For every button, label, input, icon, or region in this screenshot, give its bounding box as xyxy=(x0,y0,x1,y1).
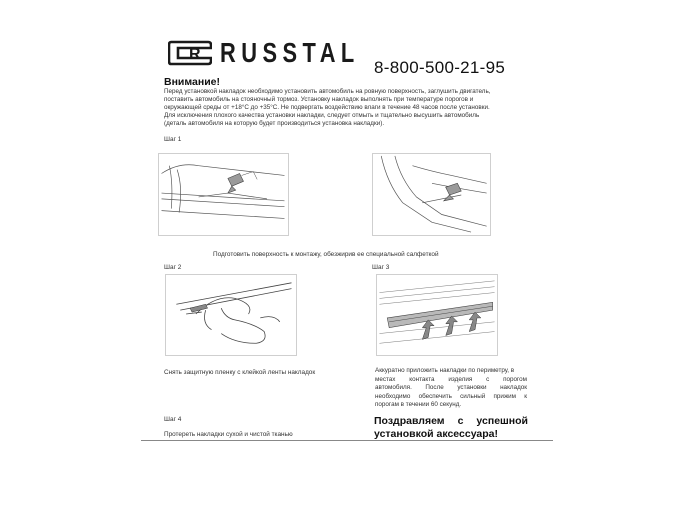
step3-label: Шаг 3 xyxy=(372,264,390,271)
step3-line: Аккуратно приложить накладки по периметру, в xyxy=(375,367,515,374)
peel-film-illustration xyxy=(166,275,296,355)
congrats-line-1: Поздравляем с успешной xyxy=(374,415,528,427)
door-sill-left-illustration xyxy=(159,154,288,235)
congrats-line-2: установкой аксессуара! xyxy=(374,428,498,440)
step4-caption: Протереть накладки сухой и чистой тканью xyxy=(164,431,293,438)
warning-line: Для исключения плохого качества установки накладки, следует отмыть и тщательно высушить автомобиль xyxy=(164,112,480,120)
congratulations-message xyxy=(374,415,528,441)
warning-text xyxy=(164,88,544,128)
warning-line: Перед установкой накладок необходимо установить автомобиль на ровную поверхность, заглушить двигатель, xyxy=(164,88,491,95)
step1-image-right xyxy=(372,153,491,236)
bottom-divider xyxy=(141,440,553,441)
step3-line: автомобиля. После установки накладок xyxy=(375,384,527,391)
step3-instructions xyxy=(375,367,527,410)
apply-sill-illustration xyxy=(377,275,497,355)
step3-line: местах контакта изделия с порогом xyxy=(375,375,527,383)
step4-label: Шаг 4 xyxy=(164,416,182,423)
step1-image-left xyxy=(158,153,289,236)
step3-image xyxy=(376,274,498,356)
phone-number: 8-800-500-21-95 xyxy=(374,58,506,77)
step2-label: Шаг 2 xyxy=(164,264,182,271)
step1-label: Шаг 1 xyxy=(164,136,182,143)
step3-line: необходимо обеспечить сильный прижим к xyxy=(375,392,527,400)
step2-image xyxy=(165,274,297,356)
warning-title: Внимание! xyxy=(164,76,220,88)
warning-line: окружающей среды от +18°С до +35°С. Не подвергать воздействию влаги в течение 48 часов после установки. xyxy=(164,104,490,112)
russtal-logo-icon xyxy=(168,40,212,66)
step1-caption: Подготовить поверхность к монтажу, обезжирив ее специальной салфеткой xyxy=(213,251,439,258)
step3-line: порогам в течении 60 секунд. xyxy=(375,401,462,408)
warning-line: (деталь автомобиля на которую будет производиться установка накладки). xyxy=(164,120,385,128)
brand-name: RUSSTAL xyxy=(220,37,360,68)
door-sill-right-illustration xyxy=(373,154,490,235)
logo-letter: R xyxy=(189,46,201,63)
step2-caption: Снять защитную пленку с клейкой ленты накладок xyxy=(164,369,316,376)
warning-line: поставить автомобиль на стояночный тормоз. Установку накладок выполнять при температуре порогов и xyxy=(164,96,474,104)
